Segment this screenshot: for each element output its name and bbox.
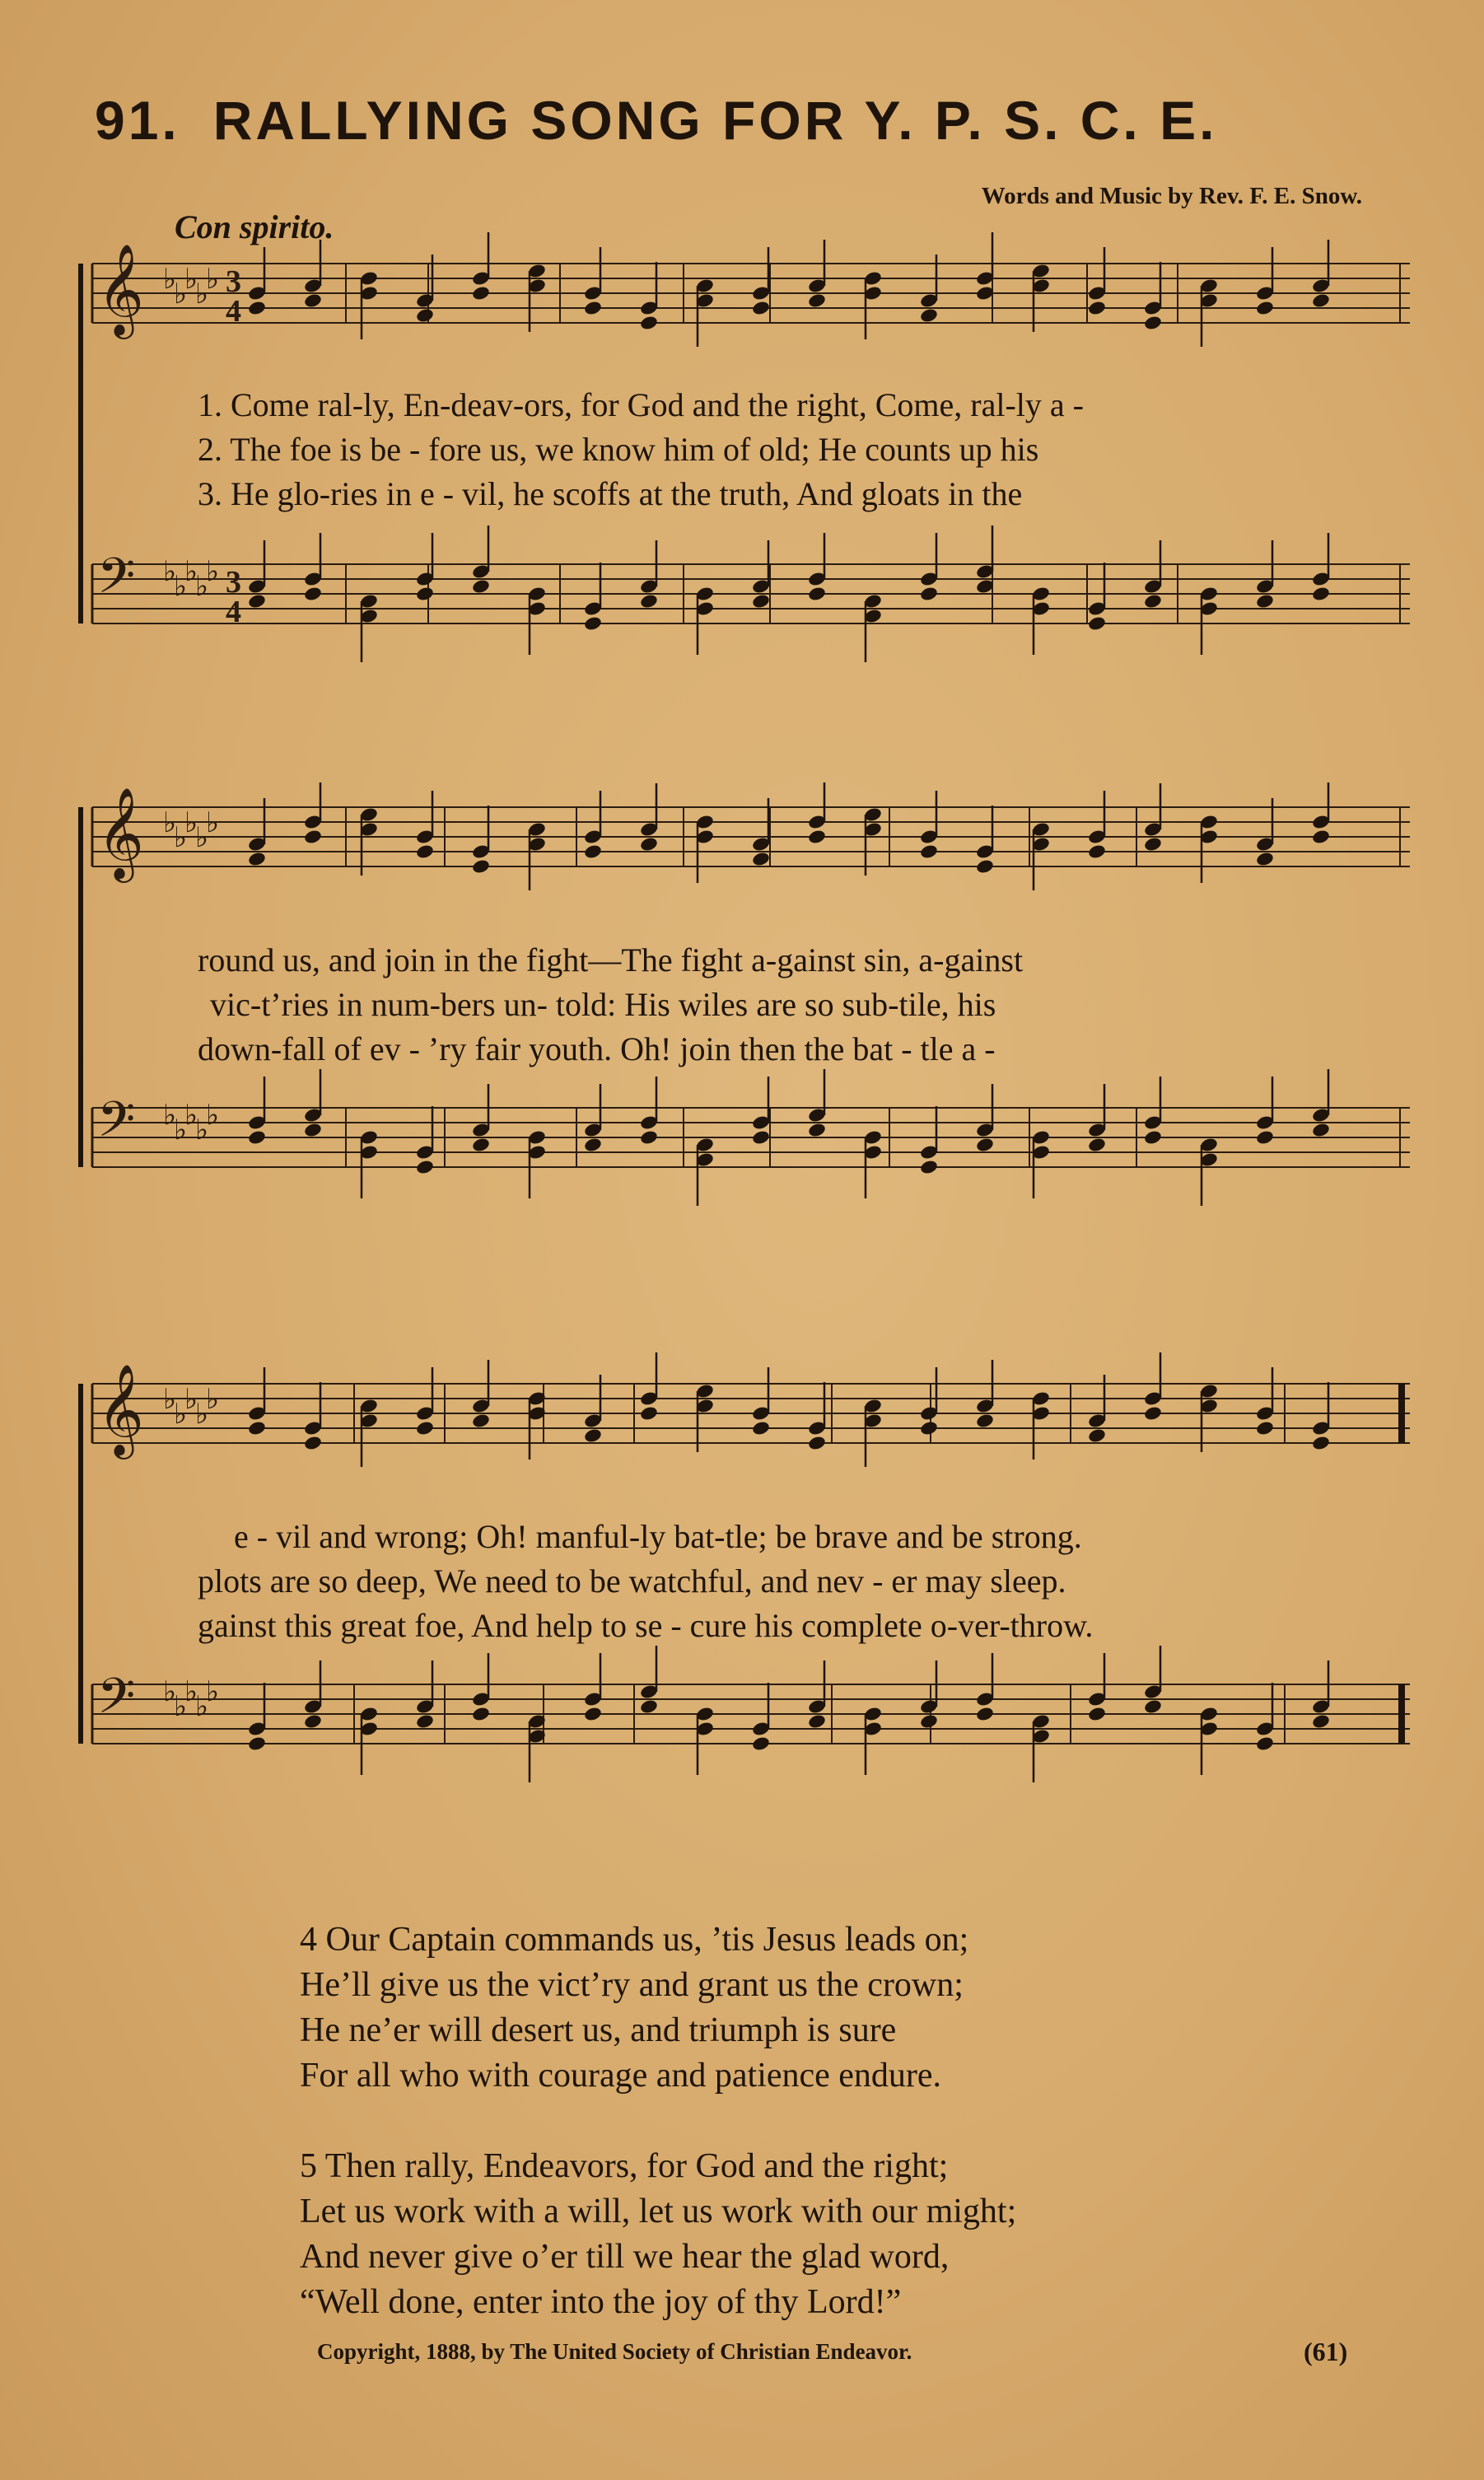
note-head [751, 1129, 771, 1146]
note-head [807, 829, 827, 845]
note-head [807, 292, 827, 309]
time-signature-bottom: 4 [226, 595, 241, 629]
note-head [247, 1129, 267, 1146]
note-head [415, 843, 435, 860]
flat-sign: ♭ [206, 1383, 220, 1416]
lyric-line: 1. Come ral-ly, En-deav-ors, for God and the right, Come, ral-ly a - [198, 386, 1084, 423]
note-head [1311, 1122, 1331, 1138]
flat-sign: ♭ [184, 555, 198, 588]
bass-clef: 𝄢 [97, 1091, 136, 1160]
verse-line: “Well done, enter into the joy of thy Lord!” [300, 2283, 902, 2321]
lyric-line: 2. The foe is be - fore us, we know him of old; He counts up his [198, 431, 1039, 468]
time-signature-top: 3 [226, 565, 241, 600]
note-head [807, 1713, 827, 1730]
note-head [639, 1405, 659, 1422]
note-head [1255, 851, 1275, 867]
verse-line: 5 Then rally, Endeavors, for God and the right; [300, 2147, 949, 2185]
flat-sign: ♭ [184, 806, 198, 839]
verse-line: For all who with courage and patience endure. [300, 2057, 942, 2095]
note-head [247, 1735, 267, 1752]
note-head [751, 851, 771, 867]
flat-sign: ♭ [206, 806, 220, 839]
note-head [303, 1122, 323, 1138]
note-head [975, 858, 995, 875]
note-head [919, 586, 939, 602]
flat-sign: ♭ [174, 1114, 188, 1147]
flat-sign: ♭ [184, 263, 198, 296]
flat-sign: ♭ [163, 1099, 177, 1132]
note-head [919, 1420, 939, 1436]
verse-5 [300, 2144, 1016, 2325]
verse-line: He ne’er will desert us, and triumph is sure [300, 2011, 897, 2049]
flat-sign: ♭ [195, 1114, 209, 1147]
note-head [1143, 593, 1163, 609]
note-head [919, 1713, 939, 1730]
verse-line: Let us work with a will, let us work with our might; [300, 2193, 1017, 2230]
note-head [639, 315, 659, 331]
bass-clef: 𝄢 [97, 1667, 136, 1736]
note-head [247, 593, 267, 609]
note-head [639, 1129, 659, 1146]
note-head [1255, 1420, 1275, 1436]
note-head [639, 836, 659, 852]
note-head [247, 300, 267, 316]
music-system-1 [0, 222, 1484, 700]
lyric-line: vic-t’ries in num-bers un- told: His wiles are so sub-tile, his [210, 986, 996, 1023]
flat-sign: ♭ [163, 263, 177, 296]
flat-sign: ♭ [195, 1690, 209, 1723]
note-head [583, 615, 603, 632]
verse-line: 4 Our Captain commands us, ’tis Jesus leads on; [300, 1921, 969, 1959]
note-head [751, 1735, 771, 1752]
note-head [247, 1420, 267, 1436]
hymn-heading [95, 89, 1217, 152]
note-head [415, 586, 435, 602]
tempo-marking: Con spirito. [175, 208, 334, 245]
note-head [919, 307, 939, 324]
note-head [303, 829, 323, 845]
page-number: (61) [1304, 2337, 1348, 2366]
note-head [1087, 1706, 1107, 1722]
note-head [303, 1435, 323, 1451]
note-head [1311, 1435, 1331, 1451]
note-head [807, 586, 827, 602]
note-head [975, 1137, 995, 1153]
note-head [303, 292, 323, 309]
note-head [583, 300, 603, 316]
note-head [1255, 1735, 1275, 1752]
treble-clef: 𝄞 [97, 1363, 144, 1455]
note-head [583, 843, 603, 860]
note-head [751, 1420, 771, 1436]
note-head [247, 851, 267, 867]
flat-sign: ♭ [195, 821, 209, 854]
note-head [1311, 829, 1331, 845]
note-head [415, 307, 435, 324]
bass-clef: 𝄢 [97, 547, 136, 616]
flat-sign: ♭ [174, 1398, 188, 1431]
note-head [1143, 1405, 1163, 1422]
note-head [975, 1413, 995, 1429]
note-head [639, 593, 659, 609]
note-head [1143, 836, 1163, 852]
note-head [639, 1698, 659, 1715]
note-head [471, 858, 491, 875]
additional-verses [300, 1917, 1016, 2370]
flat-sign: ♭ [184, 1383, 198, 1416]
note-head [471, 1706, 491, 1722]
flat-sign: ♭ [174, 821, 188, 854]
flat-sign: ♭ [163, 1383, 177, 1416]
note-head [583, 1137, 603, 1153]
note-head [751, 593, 771, 609]
note-head [415, 1159, 435, 1175]
composer-credit: Words and Music by Rev. F. E. Snow. [981, 183, 1362, 209]
note-head [975, 1706, 995, 1722]
lyric-line: 3. He glo-ries in e - vil, he scoffs at the truth, And gloats in the [198, 475, 1023, 512]
flat-sign: ♭ [195, 570, 209, 603]
note-head [1087, 615, 1107, 632]
flat-sign: ♭ [195, 278, 209, 311]
time-signature-bottom: 4 [226, 294, 241, 329]
verse-line: He’ll give us the vict’ry and grant us the crown; [300, 1966, 964, 2004]
note-head [471, 578, 491, 595]
hymn-number: 91. [95, 90, 180, 151]
lyric-line: plots are so deep, We need to be watchful, and nev - er may sleep. [198, 1562, 1066, 1600]
note-head [1087, 300, 1107, 316]
music-system-3 [0, 1343, 1484, 1820]
lyric-line: gainst this great foe, And help to se - cure his complete o-ver-throw. [198, 1607, 1094, 1644]
note-head [1311, 1713, 1331, 1730]
note-head [1255, 1129, 1275, 1146]
note-head [1143, 1129, 1163, 1146]
treble-clef: 𝄞 [97, 243, 144, 335]
note-head [1255, 593, 1275, 609]
hymn-title: RALLYING SONG FOR Y. P. S. C. E. [212, 90, 1218, 151]
verse-4 [300, 1917, 1016, 2099]
note-head [807, 1122, 827, 1138]
note-head [1087, 1137, 1107, 1153]
flat-sign: ♭ [174, 278, 188, 311]
note-head [1143, 1698, 1163, 1715]
flat-sign: ♭ [206, 1099, 220, 1132]
music-system-2 [0, 782, 1484, 1260]
note-head [1143, 315, 1163, 331]
lyric-line: round us, and join in the fight—The fight a-gainst sin, a-gainst [198, 941, 1024, 978]
lyric-line: e - vil and wrong; Oh! manful-ly bat-tle; be brave and be strong. [234, 1518, 1082, 1555]
note-head [1311, 586, 1331, 602]
note-head [1255, 300, 1275, 316]
note-head [1087, 843, 1107, 860]
note-head [303, 586, 323, 602]
treble-clef: 𝄞 [97, 787, 144, 879]
note-head [807, 1435, 827, 1451]
note-head [471, 1137, 491, 1153]
flat-sign: ♭ [206, 263, 220, 296]
flat-sign: ♭ [184, 1099, 198, 1132]
note-head [415, 1713, 435, 1730]
flat-sign: ♭ [184, 1675, 198, 1708]
note-head [583, 1427, 603, 1444]
note-head [1311, 292, 1331, 309]
note-head [471, 1413, 491, 1429]
note-head [471, 285, 491, 301]
flat-sign: ♭ [174, 570, 188, 603]
time-signature-top: 3 [226, 264, 241, 299]
note-head [415, 1420, 435, 1436]
note-head [919, 1159, 939, 1175]
note-head [1087, 1427, 1107, 1444]
flat-sign: ♭ [163, 1675, 177, 1708]
lyric-line: down-fall of ev - ’ry fair youth. Oh! join then the bat - tle a - [198, 1030, 996, 1067]
note-head [583, 1706, 603, 1722]
flat-sign: ♭ [206, 1675, 220, 1708]
verse-line: And never give o’er till we hear the glad word, [300, 2238, 950, 2276]
flat-sign: ♭ [174, 1690, 188, 1723]
copyright-notice: Copyright, 1888, by The United Society of Christian Endeavor. [317, 2339, 912, 2364]
flat-sign: ♭ [195, 1398, 209, 1431]
flat-sign: ♭ [206, 555, 220, 588]
flat-sign: ♭ [163, 806, 177, 839]
flat-sign: ♭ [163, 555, 177, 588]
note-head [751, 300, 771, 316]
note-head [919, 843, 939, 860]
note-head [303, 1713, 323, 1730]
